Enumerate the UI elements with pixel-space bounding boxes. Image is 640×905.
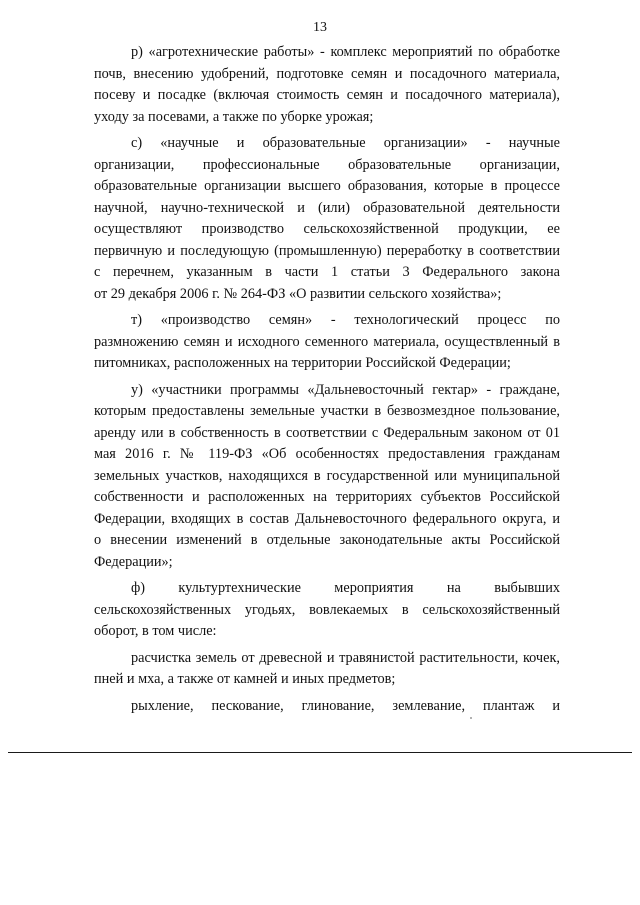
text-line: собственности и расположенных на территориях субъектов Российской [94,489,560,505]
text-line: уходу за посевами, а также по уборке урожая; [94,108,374,125]
scan-speck [470,717,472,719]
paragraph-f-item-1 [94,648,560,691]
text-line: сельскохозяйственных угодьях, вовлекаемых в сельскохозяйственный [94,601,560,618]
text-line: р) «агротехнические работы» - комплекс мероприятий по обработке [131,44,560,60]
text-line: первичную и последующую (промышленную) переработку в соответствии [94,242,560,259]
text-line: пней и мха, а также от камней и иных предметов; [94,671,396,687]
text-line: размножению семян и исходного семенного материала, осуществленный в [94,333,560,350]
document-body [94,42,560,722]
text-line: о внесении изменений в отдельные законодательные акты Российской [94,532,560,548]
text-line: осуществляют производство сельскохозяйственной продукции, ее [94,221,560,237]
text-line: ф) культуртехнические мероприятия на выбывших [131,580,560,596]
page-number: 13 [313,20,327,35]
text-line: организации, профессиональные образовательные организации, [94,156,560,173]
text-line: питомниках, расположенных на территории Российской Федерации; [94,355,511,371]
text-line: т) «производство семян» - технологический процесс по [131,312,560,328]
text-line: оборот, в том числе: [94,623,217,639]
text-line: с) «научные и образовательные организации» - научные [131,135,560,151]
text-line: образовательные организации высшего образования, которые в процессе [94,178,560,194]
paragraph-u [94,380,560,574]
text-line: мая 2016 г. № 119-ФЗ «Об особенностях предоставления гражданам [94,446,560,462]
text-line: аренду или в собственность в соответствии с Федеральным законом от 01 [94,424,560,441]
text-line: научной, научно-технической и (или) образовательной деятельности [94,199,560,216]
text-line: от 29 декабря 2006 г. № 264-ФЗ «О развитии сельского хозяйства»; [94,285,502,302]
text-line: почв, внесению удобрений, подготовке семян и посадочного материала, [94,65,560,82]
text-line: рыхление, пескование, глинование, землевание, плантаж и [131,697,560,714]
text-line: у) «участники программы «Дальневосточный гектар» - граждане, [131,381,560,398]
text-line: с перечнем, указанным в части 1 статьи 3 Федерального закона [94,264,560,280]
text-line: Федерации, входящих в состав Дальневосточного федерального округа, и [94,510,560,527]
text-line: Федерации»; [94,553,173,570]
paragraph-s [94,133,560,305]
paragraph-p [94,42,560,128]
paragraph-t [94,310,560,375]
text-line: земельных участков, находящихся в государственной или муниципальной [94,467,560,484]
page-bottom-rule [8,752,632,753]
paragraph-f [94,578,560,643]
paragraph-f-item-2 [94,696,560,718]
text-line: посеву и посадке (включая стоимость семян и посадочного материала), [94,87,560,103]
text-line: которым предоставлены земельные участки в безвозмездное пользование, [94,403,560,419]
text-line: расчистка земель от древесной и травянистой растительности, кочек, [131,649,560,666]
